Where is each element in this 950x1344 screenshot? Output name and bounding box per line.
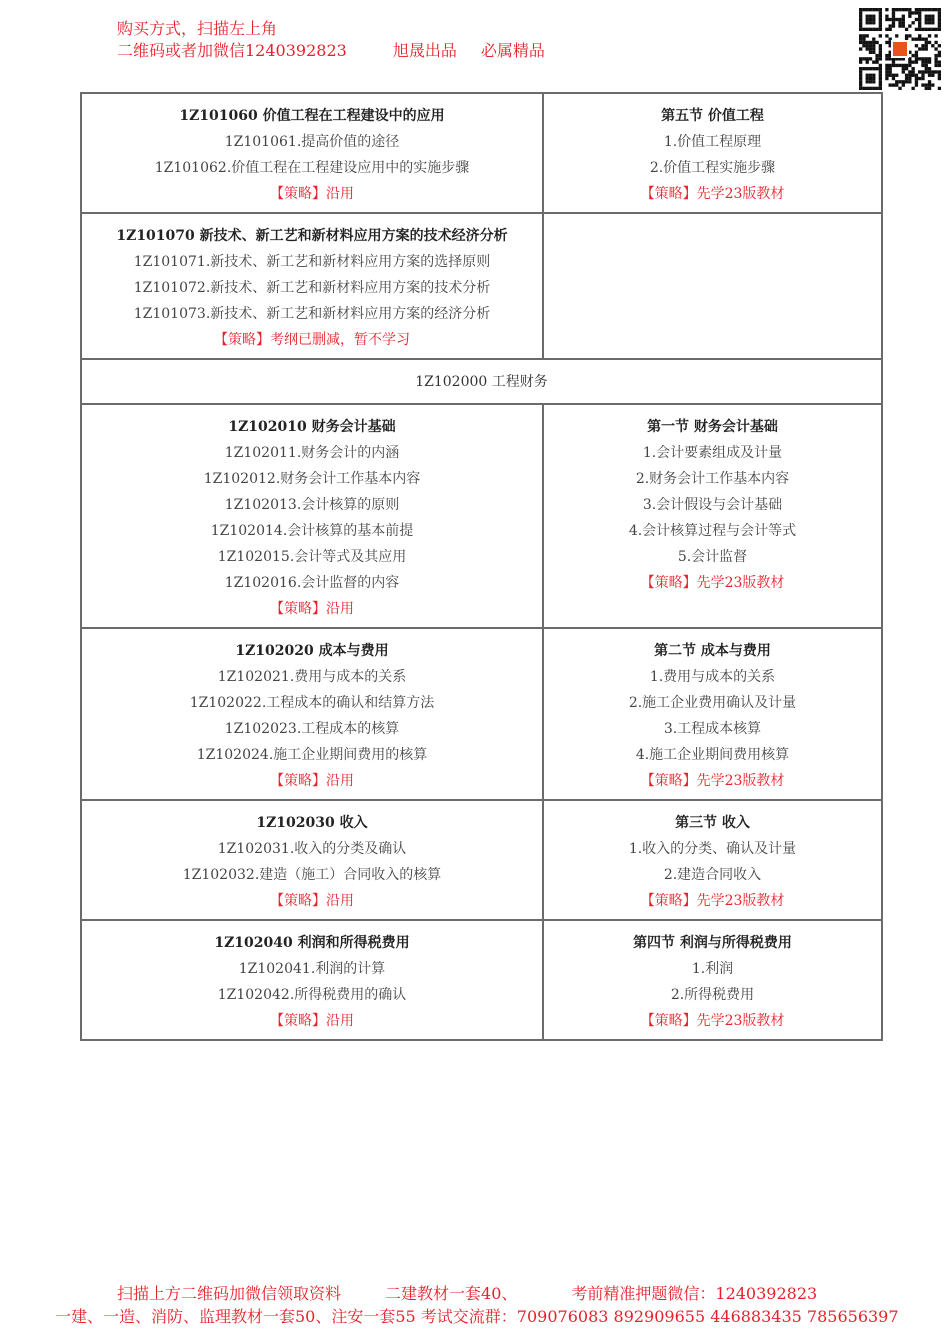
section-item: 1Z102015.会计等式及其应用 — [217, 549, 407, 565]
section-item: 1Z102016.会计监督的内容 — [224, 575, 400, 591]
right-cell — [543, 920, 882, 1040]
strategy-tag: 【策略】 — [270, 893, 326, 909]
slogan-label: 必属精品 — [480, 41, 545, 60]
table-row — [81, 628, 882, 800]
right-cell — [543, 93, 882, 213]
strategy-text: 沿用 — [326, 601, 354, 617]
section-item: 2.建造合同收入 — [663, 867, 762, 883]
section-title: 1Z101070 新技术、新工艺和新材料应用方案的技术经济分析 — [116, 228, 508, 244]
section-item: 1Z102021.费用与成本的关系 — [217, 669, 407, 685]
section-title: 第一节 财务会计基础 — [647, 419, 778, 435]
section-item: 2.财务会计工作基本内容 — [635, 471, 790, 487]
part-heading-row — [81, 359, 882, 404]
section-item: 2.价值工程实施步骤 — [649, 160, 776, 176]
section-title: 第五节 价值工程 — [661, 108, 764, 124]
section-title: 第四节 利润与所得税费用 — [633, 935, 792, 951]
strategy-tag: 【策略】 — [640, 1013, 697, 1029]
brand-label: 旭晟出品 — [392, 41, 457, 60]
left-cell — [81, 800, 543, 920]
right-cell — [543, 800, 882, 920]
strategy-note — [86, 181, 538, 207]
left-cell — [81, 213, 543, 359]
strategy-note — [86, 596, 538, 622]
purchase-line-2: 二维码或者加微信1240392823 — [117, 41, 347, 60]
table-row — [81, 93, 882, 213]
left-cell — [81, 628, 543, 800]
table-row — [81, 404, 882, 628]
right-cell — [543, 404, 882, 628]
strategy-tag: 【策略】 — [270, 601, 326, 617]
section-title: 1Z102020 成本与费用 — [235, 643, 389, 659]
section-item: 4.施工企业期间费用核算 — [635, 747, 790, 763]
section-title: 1Z102030 收入 — [256, 815, 368, 831]
section-item: 1Z102041.利润的计算 — [238, 961, 386, 977]
strategy-tag: 【策略】 — [270, 1013, 326, 1029]
section-item: 3.会计假设与会计基础 — [642, 497, 783, 513]
strategy-tag: 【策略】 — [640, 893, 697, 909]
section-item: 1Z102014.会计核算的基本前提 — [210, 523, 414, 539]
qr-code-icon[interactable] — [859, 8, 941, 90]
section-item: 1.利润 — [691, 961, 734, 977]
section-title: 第三节 收入 — [675, 815, 750, 831]
strategy-text: 先学23版教材 — [696, 1013, 785, 1029]
table-row — [81, 920, 882, 1040]
strategy-note — [548, 570, 877, 596]
part-heading: 1Z102000 工程财务 — [81, 359, 882, 404]
section-title: 1Z101060 价值工程在工程建设中的应用 — [179, 108, 445, 124]
section-title: 第二节 成本与费用 — [654, 643, 771, 659]
footer-groups-text: 一建、一造、消防、监理教材一套50、注安一套55 考试交流群：709076083 892909655 446883435 785656397 — [55, 1307, 899, 1326]
purchase-header — [117, 18, 545, 62]
strategy-text: 沿用 — [326, 773, 354, 789]
strategy-note — [86, 888, 538, 914]
footer-scan-text: 扫描上方二维码加微信领取资料 — [117, 1284, 342, 1303]
table-row — [81, 800, 882, 920]
footer — [0, 1282, 950, 1328]
strategy-text: 先学23版教材 — [696, 893, 785, 909]
strategy-tag: 【策略】 — [214, 332, 270, 348]
section-item: 3.工程成本核算 — [663, 721, 762, 737]
strategy-tag: 【策略】 — [640, 186, 697, 202]
strategy-note — [548, 768, 877, 794]
section-item: 1Z101061.提高价值的途径 — [224, 134, 400, 150]
strategy-text: 先学23版教材 — [696, 773, 785, 789]
section-item: 1Z102012.财务会计工作基本内容 — [203, 471, 421, 487]
strategy-tag: 【策略】 — [640, 575, 697, 591]
section-title: 1Z102040 利润和所得税费用 — [214, 935, 410, 951]
strategy-text: 先学23版教材 — [696, 575, 785, 591]
strategy-note — [548, 888, 877, 914]
section-item: 1Z102011.财务会计的内涵 — [224, 445, 400, 461]
section-item: 1Z102042.所得税费用的确认 — [217, 987, 407, 1003]
strategy-tag: 【策略】 — [640, 773, 697, 789]
left-cell — [81, 920, 543, 1040]
section-item: 1.收入的分类、确认及计量 — [628, 841, 797, 857]
section-item: 1Z102031.收入的分类及确认 — [217, 841, 407, 857]
section-item: 1Z102022.工程成本的确认和结算方法 — [189, 695, 435, 711]
right-cell — [543, 213, 882, 359]
section-item: 1.费用与成本的关系 — [649, 669, 776, 685]
strategy-note — [548, 1008, 877, 1034]
section-item: 1Z101072.新技术、新工艺和新材料应用方案的技术分析 — [133, 280, 491, 296]
strategy-tag: 【策略】 — [270, 186, 326, 202]
strategy-tag: 【策略】 — [270, 773, 326, 789]
footer-wechat-text: 考前精准押题微信：1240392823 — [571, 1284, 818, 1303]
section-item: 1.价值工程原理 — [663, 134, 762, 150]
footer-offer-text: 二建教材一套40、 — [385, 1284, 518, 1303]
section-item: 2.施工企业费用确认及计量 — [628, 695, 797, 711]
right-cell — [543, 628, 882, 800]
section-item: 2.所得税费用 — [670, 987, 755, 1003]
strategy-text: 沿用 — [326, 186, 354, 202]
section-title: 1Z102010 财务会计基础 — [228, 419, 396, 435]
section-item: 1Z102032.建造（施工）合同收入的核算 — [182, 867, 442, 883]
strategy-note — [548, 181, 877, 207]
strategy-note — [86, 327, 538, 353]
strategy-text: 沿用 — [326, 1013, 354, 1029]
syllabus-table — [80, 92, 883, 1041]
section-item: 1Z101071.新技术、新工艺和新材料应用方案的选择原则 — [133, 254, 491, 270]
section-item: 1Z102013.会计核算的原则 — [224, 497, 400, 513]
section-item: 4.会计核算过程与会计等式 — [628, 523, 797, 539]
strategy-note — [86, 1008, 538, 1034]
strategy-text: 考纲已删减，暂不学习 — [270, 332, 410, 348]
strategy-note — [86, 768, 538, 794]
section-item: 1Z102023.工程成本的核算 — [224, 721, 400, 737]
section-item: 1Z101062.价值工程在工程建设应用中的实施步骤 — [154, 160, 470, 176]
table-row — [81, 213, 882, 359]
left-cell — [81, 404, 543, 628]
section-item: 1Z101073.新技术、新工艺和新材料应用方案的经济分析 — [133, 306, 491, 322]
strategy-text: 沿用 — [326, 893, 354, 909]
section-item: 1.会计要素组成及计量 — [642, 445, 783, 461]
purchase-line-1: 购买方式，扫描左上角 — [117, 19, 278, 38]
strategy-text: 先学23版教材 — [696, 186, 785, 202]
section-item: 5.会计监督 — [677, 549, 748, 565]
left-cell — [81, 93, 543, 213]
section-item: 1Z102024.施工企业期间费用的核算 — [196, 747, 428, 763]
